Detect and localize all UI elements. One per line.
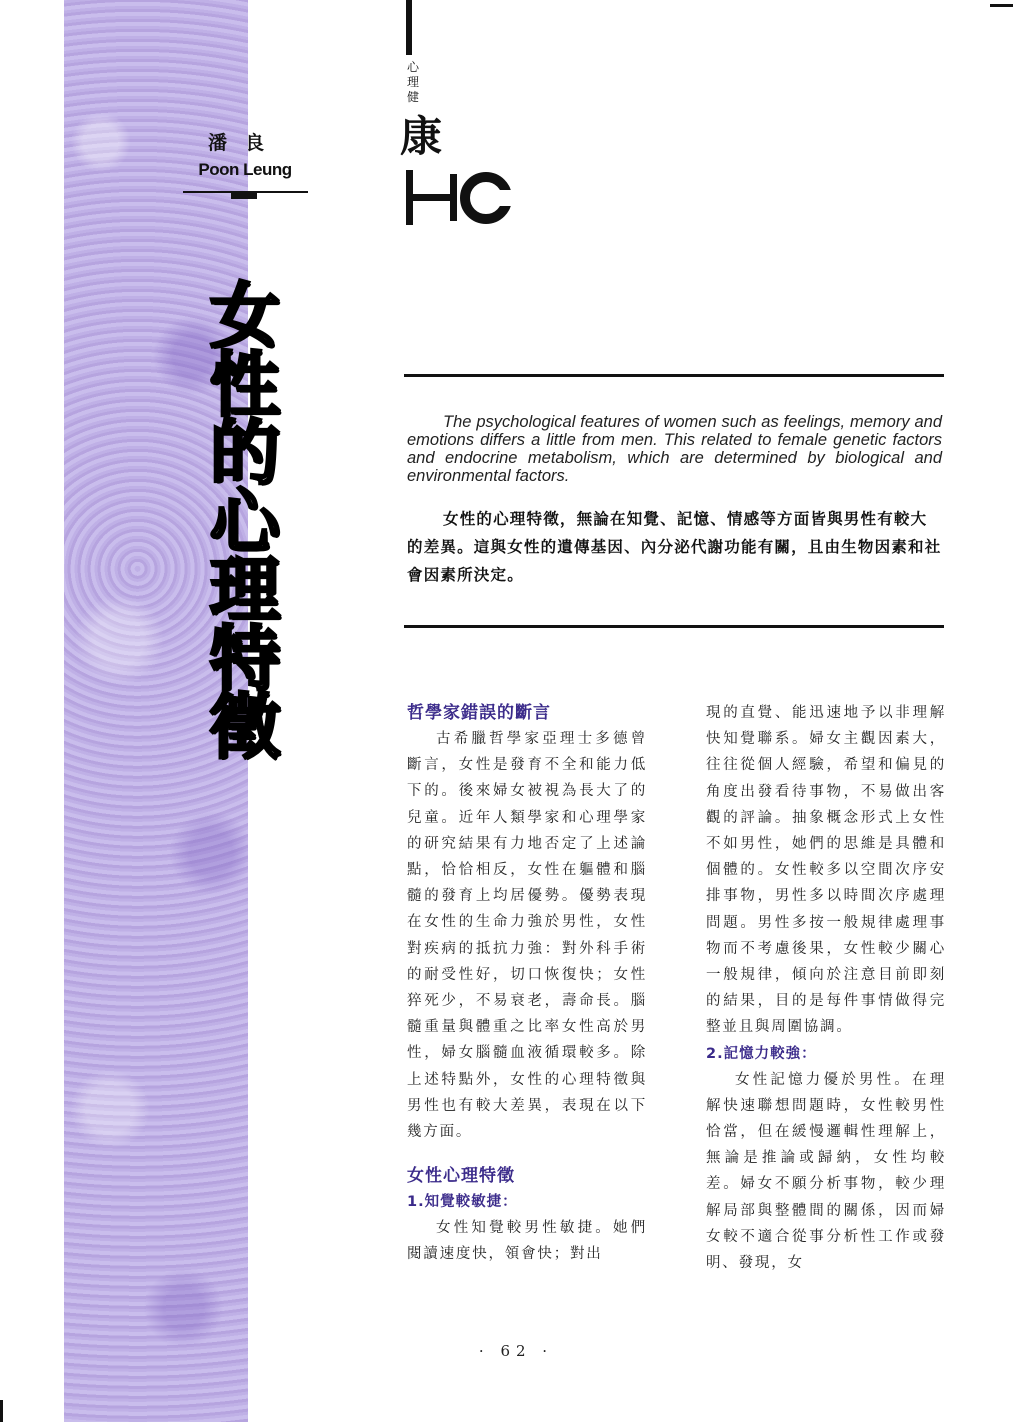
section-heading: 哲學家錯誤的斷言 [407,703,551,723]
body-paragraph: 古希臘哲學家亞理士多德曾斷言，女性是發育不全和能力低下的。後來婦女被視為長大了的兒童。近年人類學家和心理學家的研究結果有力地否定了上述論點，恰恰相反，女性在軀體和腦髓的發育上均居優勢。優勢表現在女性的生命力強於男性，女性對疾病的抵抗力強：對外科手術的耐受性好，切口恢復快；女性猝死少，不易衰老，壽命長。腦髓重量與體重之比率女性高於男性，婦女腦髓血液循環較多。除上述特點外，女性的心理特徵與男性也有較大差異，表現在以下幾方面。 [407,731,647,1141]
abstract-chinese: 女性的心理特徵，無論在知覺、記憶、情感等方面皆與男性有較大的差異。這與女性的遺傳基因、內分泌代謝功能有關，且由生物因素和社會因素所決定。 [407,510,942,584]
section-label-char: 心 [406,60,419,74]
abstract-english: The psychological features of women such as feelings, memory and emotions differs a little from men. This related to female genetic factors and endocrine metabolism, which are determined by biological and environmental factors. [407,413,942,485]
section-logo-bar [406,0,412,55]
body-column-right [706,700,946,1276]
author-name-english: Poon Leung [198,160,292,179]
section-heading: 女性心理特徵 [407,1166,515,1187]
page-number: · 62 · [478,1342,554,1360]
title-char: 徵 [210,686,280,768]
article-title [200,275,290,768]
body-column-left [407,700,647,1268]
title-char: 理 [210,549,280,631]
section-label-big-char: 康 [400,112,443,161]
title-char: 心 [210,480,280,563]
author-name-chinese: 潘良 [207,132,282,154]
crop-mark [990,4,1013,7]
sub-heading: 1.知覺較敏捷： [407,1194,518,1211]
health-logo-icon [406,170,516,225]
crop-mark [0,1400,3,1422]
sub-heading: 2.記憶力較強： [706,1045,817,1062]
section-label-char: 健 [406,90,419,104]
author-divider-tab [231,193,257,199]
body-paragraph: 女性知覺較男性敏捷。她們閱讀速度快，領會快；對出 [407,1220,647,1263]
bottom-rule [404,625,944,628]
title-char: 的 [210,412,280,494]
title-char: 女 [210,275,280,357]
body-paragraph: 現的直覺、能迅速地予以非理解快知覺聯系。婦女主觀因素大，往往從個人經驗，希望和偏見的角度出發看待事物，不易做出客觀的評論。抽象概念形式上女性不如男性，她們的思維是具體和個體的。女性較多以空間次序安排事物，男性多以時間次序處理問題。男性多按一般規律處理事物而不考慮後果，女性較少關心一般規律，傾向於注意目前即刻的結果，目的是每件事情做得完整並且與周圍協調。 [706,705,946,1036]
section-label-char: 理 [406,75,419,89]
title-char: 性 [210,343,280,426]
title-char: 特 [210,617,280,700]
top-rule [404,374,944,377]
section-label [403,60,423,105]
body-paragraph: 女性記憶力優於男性。在理解快速聯想問題時，女性較男性恰當，但在緩慢邏輯性理解上，無論是推論或歸納，女性均較差。婦女不願分析事物，較少理解局部與整體間的關係，因而婦女較不適合從事分析性工作或發明、發現，女 [706,1071,946,1272]
